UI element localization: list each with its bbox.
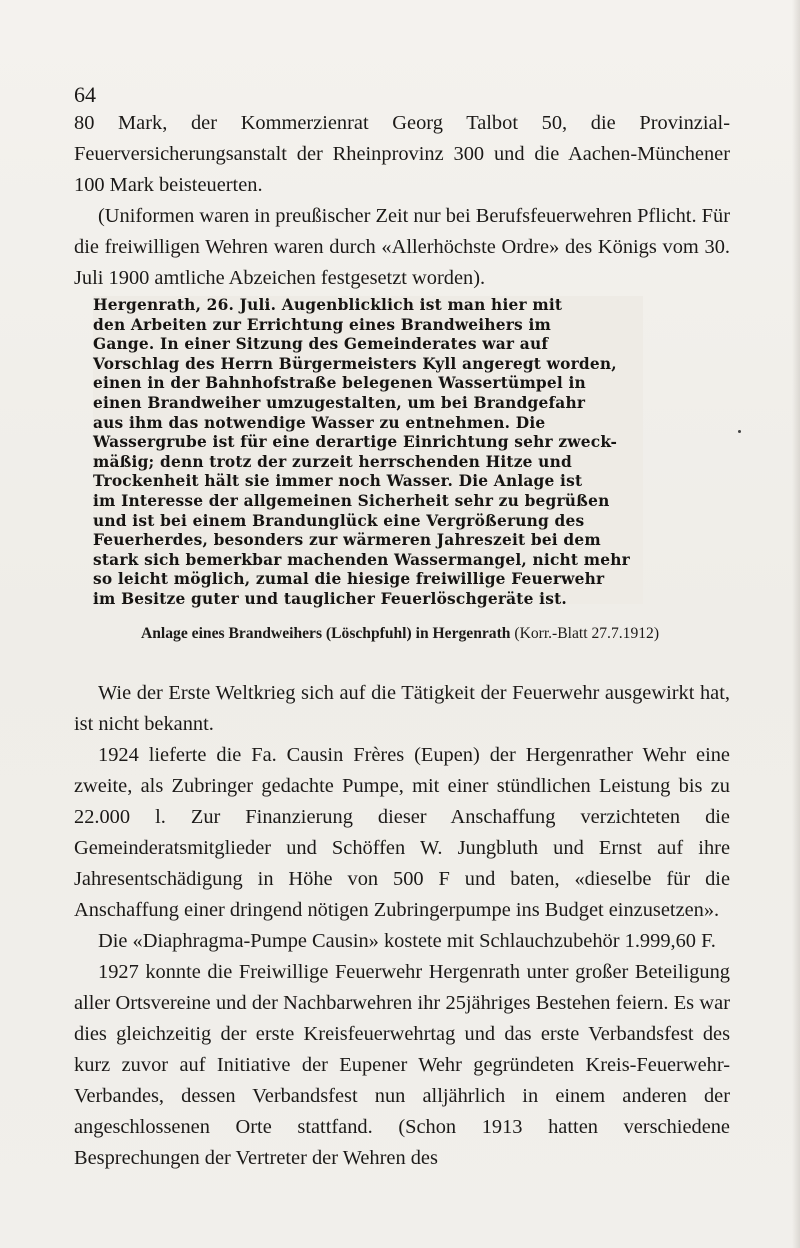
- clipping-line: Hergenrath, 26. Juli. Augenblicklich ist man hier mit: [93, 296, 563, 314]
- paragraph: 1927 konnte die Freiwillige Feuerwehr Hergenrath unter großer Beteiligung aller Ortsvereine und der Nachbarwehren ihr 25jähriges Bestehen feiern. Es war dies gleichzeitig der erste Kreisfeuerwehrtag und das erste Verbandsfest des kurz zuvor auf Initiative der Eupener Wehr gegründeten Kreis-Feuerwehr-Verbandes, dessen Verbandsfest nun alljährlich in einem anderen der angeschlossenen Orte stattfand. (Schon 1913 hatten verschiedene Besprechungen der Vertreter der Wehren des: [74, 961, 730, 1169]
- paragraph: 1924 lieferte die Fa. Causin Frères (Eupen) der Hergenrather Wehr eine zweite, als Zubringer gedachte Pumpe, mit einer stündlichen Leistung bis zu 22.000 l. Zur Finanzierung dieser Anschaffung verzichteten die Gemeinderatsmitglieder und Schöffen W. Jungbluth und Ernst auf ihre Jahresentschädigung in Höhe von 500 F und baten, «dieselbe für die Anschaffung einer dringend nötigen Zubringerpumpe ins Budget einzusetzen».: [74, 744, 730, 921]
- clipping-line: aus ihm das notwendige Wasser zu entnehmen. Die: [93, 413, 546, 432]
- clipping-line: so leicht möglich, zumal die hiesige freiwillige Feuerwehr: [93, 570, 605, 589]
- paragraph: Wie der Erste Weltkrieg sich auf die Tätigkeit der Feuerwehr ausgewirkt hat, ist nicht bekannt.: [74, 682, 730, 735]
- clipping-line: und ist bei einem Brandunglück eine Vergrößerung des: [93, 511, 585, 530]
- paragraph: (Uniformen waren in preußischer Zeit nur bei Berufsfeuerwehren Pflicht. Für die freiwilligen Wehren waren durch «Allerhöchste Ordre» des Königs vom 30. Juli 1900 amtliche Abzeichen festgesetzt worden).: [74, 205, 730, 289]
- page-number: 64: [74, 82, 96, 107]
- paragraph: Die «Diaphragma-Pumpe Causin» kostete mit Schlauchzubehör 1.999,60 F.: [98, 930, 716, 952]
- clipping-line: Feuerherdes, besonders zur wärmeren Jahreszeit bei dem: [93, 531, 601, 550]
- clipping-line: Vorschlag des Herrn Bürgermeisters Kyll angeregt worden,: [93, 354, 617, 373]
- caption-source: (Korr.-Blatt 27.7.1912): [514, 625, 660, 642]
- newspaper-clipping: [93, 296, 643, 608]
- clipping-line: im Besitze guter und tauglicher Feuerlöschgeräte ist.: [93, 589, 567, 608]
- clipping-line: den Arbeiten zur Errichtung eines Brandweihers im: [93, 315, 551, 334]
- clipping-line: stark sich bemerkbar machenden Wassermangel, nicht mehr: [93, 550, 630, 569]
- caption-title: Anlage eines Brandweihers (Löschpfuhl) in Hergenrath: [140, 625, 511, 642]
- paragraph: 80 Mark, der Kommerzienrat Georg Talbot 50, die Provinzial-Feuerversicherungsanstalt der Rheinprovinz 300 und die Aachen-Münchener 100 Mark beisteuerten.: [74, 112, 730, 196]
- print-speck: [738, 430, 741, 433]
- clipping-line: Trockenheit hält sie immer noch Wasser. Die Anlage ist: [93, 472, 583, 491]
- figure-caption: [0, 624, 800, 644]
- clipping-line: Gange. In einer Sitzung des Gemeinderates war auf: [93, 335, 549, 354]
- text-block-bottom: [74, 678, 730, 1174]
- text-block-top: [74, 108, 730, 294]
- clipping-line: Wassergrube ist für eine derartige Einrichtung sehr zweck-: [93, 433, 618, 452]
- clipping-line: einen Brandweiher umzugestalten, um bei Brandgefahr: [93, 393, 586, 412]
- clipping-line: im Interesse der allgemeinen Sicherheit sehr zu begrüßen: [93, 491, 610, 510]
- clipping-line: einen in der Bahnhofstraße belegenen Wassertümpel in: [93, 374, 586, 393]
- clipping-line: mäßig; denn trotz der zurzeit herrschenden Hitze und: [93, 452, 572, 471]
